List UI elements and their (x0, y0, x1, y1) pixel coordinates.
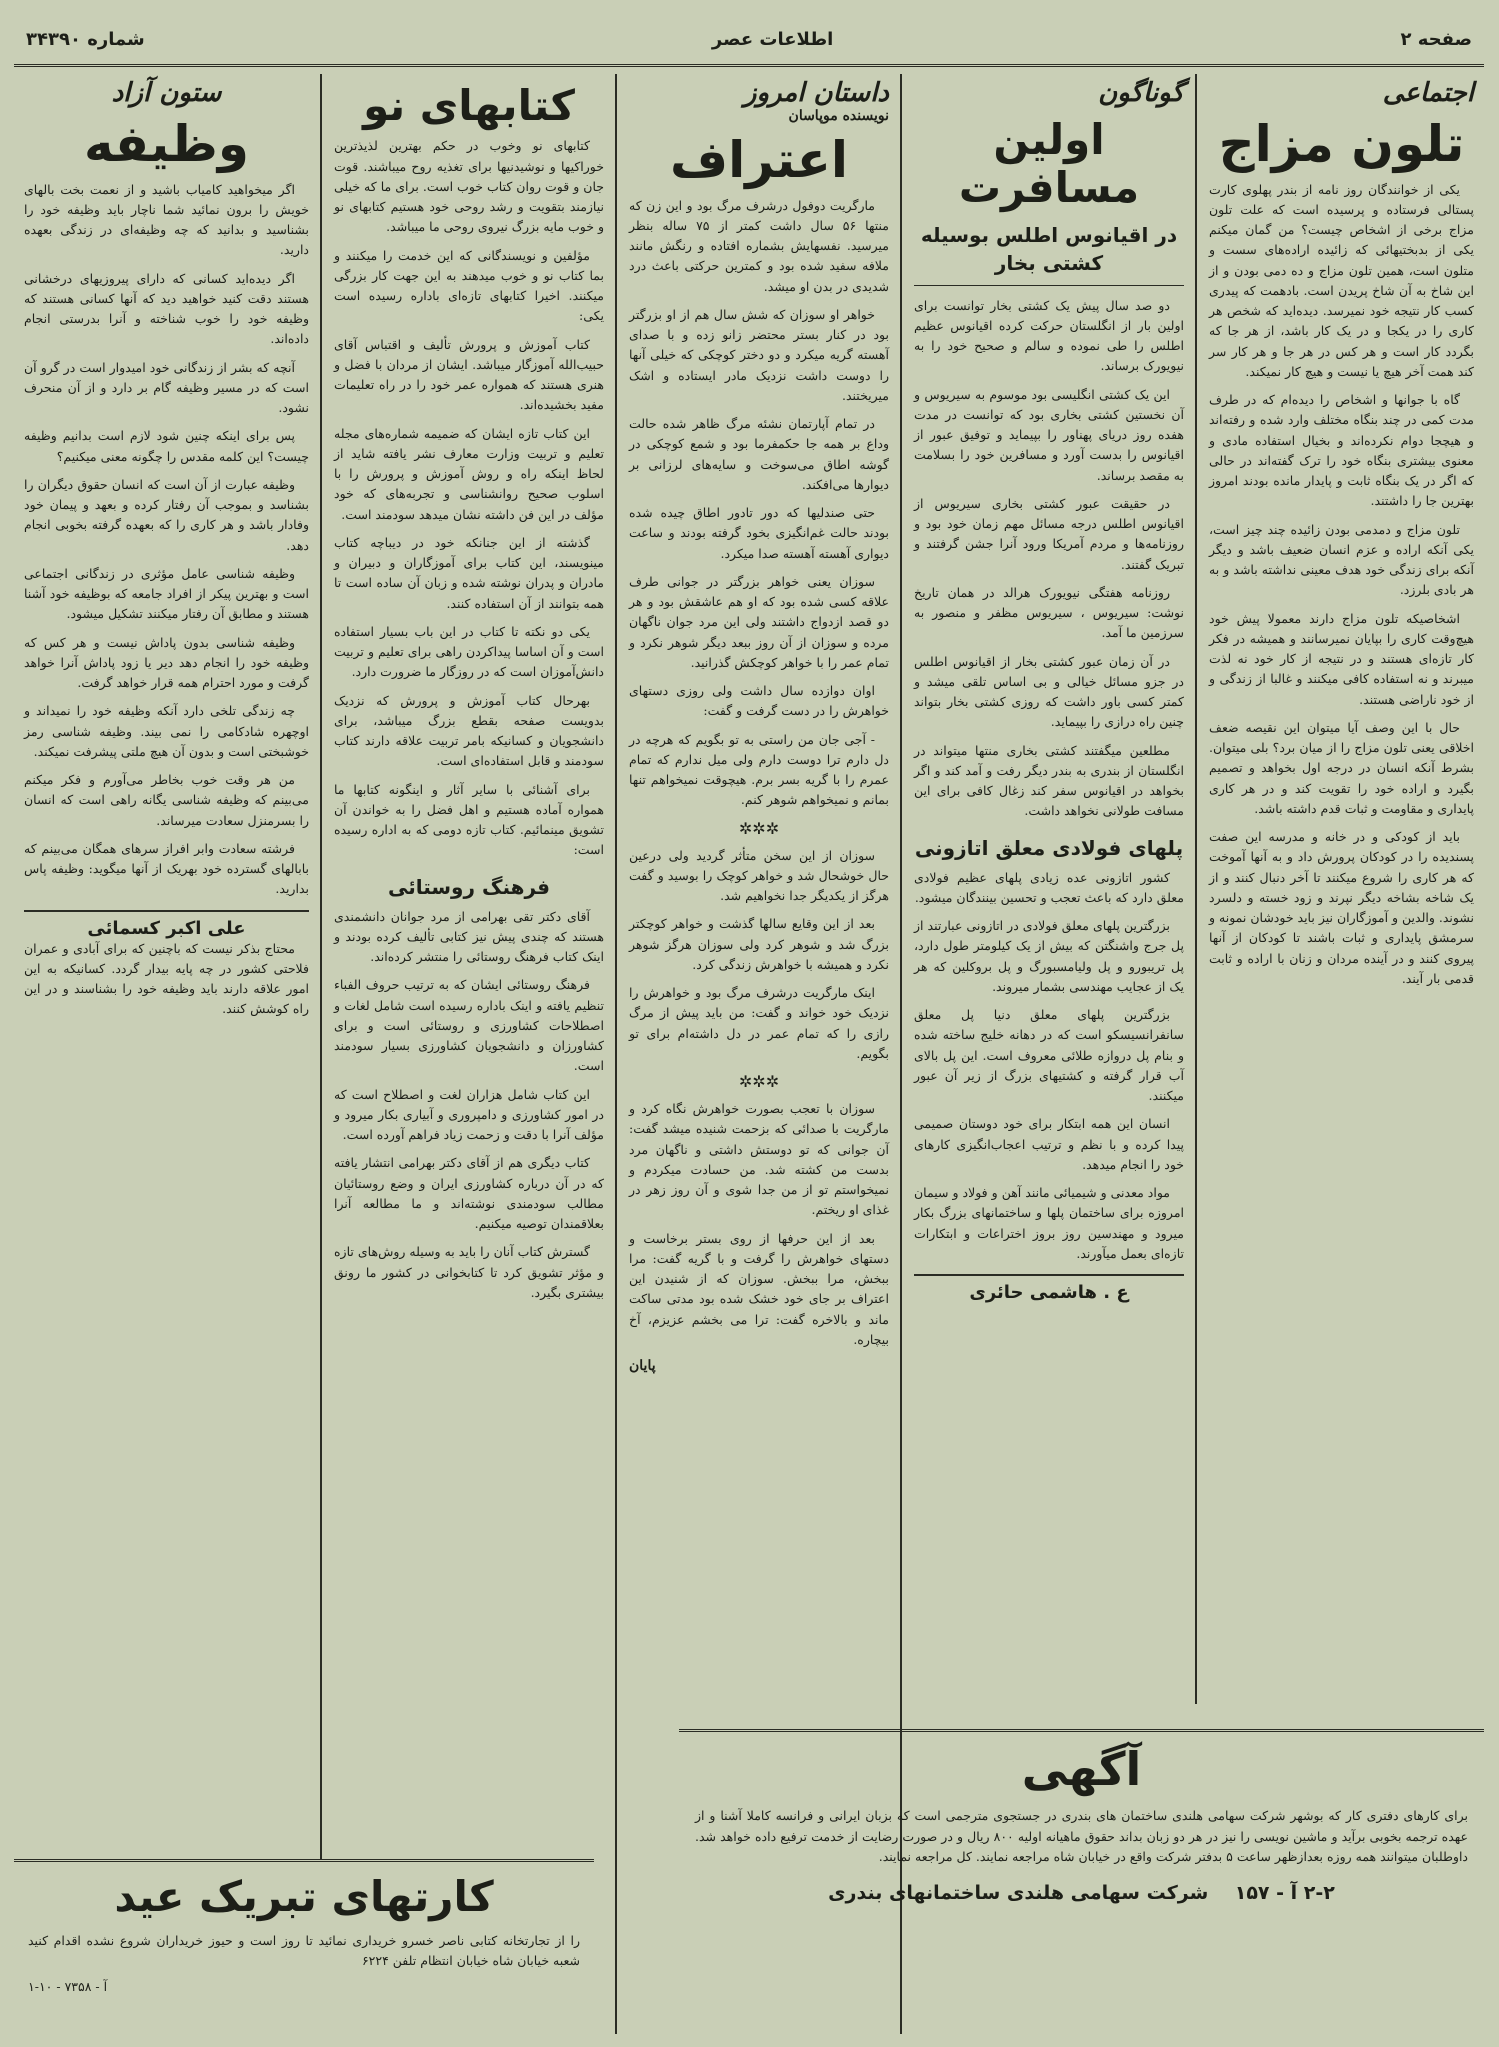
stars-divider: ✲✲✲ (738, 818, 780, 838)
article-paragraph: فرشته سعادت وابر افراز سرهای همگان می‌بینم که بابالهای گسترده خود بهریک از آنها میگوید: وظیفه پاس بدارید. (24, 840, 309, 897)
ad-body: برای کارهای دفتری کار که بوشهر شرکت سهامی هلندی ساختمان های بندری در جستجوی مترجمی است که بزبان ایرانی و فرانسه کاملا آشنا و از عهده ترجمه بخوبی برآید و ماشین نویسی را نیز در هر دو زبان بداند حقوق ماهیانه اولیه ۸۰۰ ریال و در صورت رضایت از خدمت ترفیع داده خواهد شد. داوطلبان میتوانند همه روزه بعدازظهر ساعت ۵ بدفتر شرکت واقع در خیابان شاه مراجعه نمایند. کل مراجعه نمایند. (695, 1808, 1468, 1865)
article-paragraph: وظیفه شناسی بدون پاداش نیست و هر کس که وظیفه خود را انجام دهد دیر یا زود پاداش آنرا خواهد گرفت و مورد احترام همه قرار خواهد گرفت. (24, 634, 309, 690)
article-paragraph: بزرگترین پلهای معلق فولادی در اتازونی عبارتند از پل جرج واشنگتن که بیش از یک کیلومتر طول دارد، پل تریبورو و پل ولیامسبورگ و پل بروکلین که هر یک از عجایب مهندسی بشمار میروند. (914, 918, 1184, 994)
article-paragraph: سوزان یعنی خواهر بزرگتر در جوانی طرف علاقه کسی شده بود که او هم عاشقش بود و هر دو قصد ازدواج داشتند ولی این مرد جوان ناگهان مرده و سوزان از آن روز ببعد دیگر شوهر نکرد و تمام عمر را با خواهر کوچکش گذرانید. (629, 573, 889, 670)
article-kicker: اجتماعی (1382, 78, 1474, 108)
article-paragraph: روزنامه هفتگی نیویورک هرالد در همان تاریخ نوشت: سیریوس ، سیریوس مظفر و منصور به سرزمین ما آمد. (914, 584, 1184, 641)
article-paragraph: اینک مارگریت درشرف مرگ بود و خواهرش را نزدیک خود خواند و گفت: من باید پیش از مرگ رازی را که تمام عمر در دل داشته‌ام برای تو بگویم. (629, 985, 889, 1061)
article-books (324, 74, 614, 1859)
ad-title: آگهی (1021, 1742, 1142, 1796)
article-paragraph: در تمام آپارتمان نشئه مرگ ظاهر شده حالت وداع بر همه جا حکمفرما بود و شمع کوچکی در گوشه اطاق می‌سوخت و سایه‌های لرزانی بر دیوارها می‌افکند. (629, 416, 889, 492)
stars-divider: ✲✲✲ (738, 1072, 780, 1091)
article-paragraph: اوان دوازده سال داشت ولی روزی دستهای خواهرش را در دست گرفت و گفت: (629, 683, 889, 719)
article-paragraph: بعد از این حرفها از روی بستر برخاست و دستهای خواهرش را گرفت و با گریه گفت: مرا ببخش، مرا ببخش. سوزان که از شنیدن این اعتراف بر جای خود خشک شده بود مدتی ساکت ماند و بالاخره گفت: ترا می بخشم عزیزم، آخ بیچاره. (629, 1230, 889, 1347)
section-heading: فرهنگ روستائی (387, 874, 551, 899)
paper-name: اطلاعات عصر (711, 28, 834, 50)
article-paragraph: گسترش کتاب آنان را باید به وسیله روش‌های تازه و مؤثر تشویق کرد تا کتابخوانی در کشور ما رونق بیشتری بگیرد. (334, 1244, 604, 1300)
article-paragraph: سوزان از این سخن متأثر گردید ولی درعین حال خوشحال شد و خواهر کوچک را بوسید و گفت هرگز از یکدیگر جدا نخواهیم شد. (629, 847, 889, 903)
ad-footer (695, 1882, 1468, 1904)
article-paragraph: حال با این وصف آیا میتوان این نقیصه ضعف اخلاقی یعنی تلون مزاج را از میان برد؟ بلی میتوان. بشرط آنکه انسان در درجه اول بخواهد و تصمیم بگیرد و اراده خود را تقویت کند و در هر کاری پایداری و مقاومت و ثبات قدم داشته باشد. (1209, 719, 1474, 816)
article-end: پایان (629, 1358, 656, 1374)
article-headline: وظیفه (84, 115, 249, 173)
article-paragraph: این یک کشتی انگلیسی بود موسوم به سیریوس و آن نخستین کشتی بخاری بود که توانست در مدت هفده روز دریای پهناور را بپیماید و توفیق عبور از اقیانوس را بدست آورد و مسافرین خود را بسلامت به مقصد برساند. (914, 386, 1184, 483)
ad-code: آ - ۷۳۵۸ - ۱۰-۱ (28, 1979, 108, 1994)
article-paragraph: سوزان با تعجب بصورت خواهرش نگاه کرد و مارگریت با صدائی که بزحمت شنیده میشد گفت: آن جوانی که تو دوستش داشتی و ناگهان مرد بدست من کشته شد. من حسادت میکردم و نمیخواستم تو از من جدا شوی و آن روز زهر در غذای او ریختم. (629, 1101, 889, 1218)
article-paragraph: وظیفه عبارت از آن است که انسان حقوق دیگران را بشناسد و بموجب آن رفتار کرده و بعهد و پیمان خود وفادار باشد و هر کاری را که بعهده گرفته بخوبی انجام دهد. (24, 476, 309, 553)
greeting-cards-ad (14, 1859, 594, 2034)
ad-body: را از تجارتخانه کتابی ناصر خسرو خریداری نمائید تا روز است و حیوز خریداران شروع نشده اقدام کنید شعبه خیابان شاه خیابان انتظام تلفن ۶۲۲۴ (28, 1933, 580, 1968)
article-paragraph: پس برای اینکه چنین شود لازم است بدانیم وظیفه چیست؟ این کلمه مقدس را چگونه معنی میکنیم؟ (24, 428, 309, 464)
article-paragraph: محتاج بذکر نیست که باچنین که برای آبادی و عمران فلاحتی کشور در چه پایه بیدار گردد. کسانیکه به این امور علاقه دارند باید وظیفه خود را بشناسند و در این راه کوشش کنند. (24, 940, 309, 1017)
column-rule (615, 74, 617, 2034)
article-paragraph: کتابهای نو وخوب در حکم بهترین لذیذترین خوراکیها و نوشیدنیها برای تغذیه روح میباشند. قوت جان و قوت روان کتاب خوب است. برای ما که خیلی نیازمند بتقویت و رشد روحی خود هستیم کتابهای نو و خوب مایه بزرگ نیروی روحی ما میباشد. (334, 138, 604, 235)
article-paragraph: این کتاب تازه ایشان که ضمیمه شماره‌های مجله تعلیم و تربیت وزارت معارف نشر یافته شاید از لحاظ اینکه راه و روش آموزش و پرورش را با اسلوب صحیح روانشناسی و تجربه‌های که خود مؤلف در این فن داشته نشان میدهد سودمند است. (334, 425, 604, 522)
article-paragraph: دو صد سال پیش یک کشتی بخار توانست برای اولین بار از انگلستان حرکت کرده اقیانوس عظیم اطلس را طی نموده و سالم و صحیح خود را به نیویورک برساند. (914, 297, 1184, 374)
author-signature: ع . هاشمی حائری (914, 1274, 1184, 1303)
article-paragraph: اگر دیده‌اید کسانی که دارای پیروزیهای درخشانی هستند دقت کنید خواهید دید که آنها کسانی هستند که وظیفه خود را خوب شناخته و آنرا بدرستی انجام داده‌اند. (24, 270, 309, 347)
article-travel (904, 74, 1194, 1704)
article-subheading: در اقیانوس اطلس بوسیله کشتی بخار (914, 221, 1184, 286)
article-paragraph: مارگریت دوفول درشرف مرگ بود و این زن که منتها ۵۶ سال داشت کمتر از ۷۵ ساله بنظر میرسید. نفسهایش بشماره افتاده و رنگش مانند ملافه سفید شده بود و کمترین حرکتی باعث درد شدیدی در بدن او میشد. (629, 197, 889, 294)
article-paragraph: حتی صندلیها که دور تادور اطاق چیده شده بودند حالت غم‌انگیزی بخود گرفته بودند و ساعت دیواری آهسته آهسته صدا میکرد. (629, 505, 889, 561)
column-rule (320, 74, 322, 1859)
article-paragraph: آقای دکتر تقی بهرامی از مرد جوانان دانشمندی هستند که چندی پیش نیز کتابی تألیف کرده بودند و اینک کتاب فرهنگ روستائی را منتشر کرده‌اند. (334, 908, 604, 965)
column-rule (1195, 74, 1197, 1704)
page-number: صفحه ۲ (1400, 28, 1472, 50)
ad-title: کارتهای تبریک عید (114, 1872, 494, 1921)
article-paragraph: گذشته از این جنانکه خود در دیباچه کتاب مینویسند، این کتاب برای آموزگاران و دبیران و مادران و پدران نوشته شده و زبان آن ساده است تا همه بتوانند از آن استفاده کنند. (334, 534, 604, 611)
article-kicker: ستون آزاد (111, 78, 222, 108)
article-paragraph: برای آشنائی با سایر آثار و اینگونه کتابها ما همواره آماده هستیم و اهل فضل را به خواندن آن تشویق مینمائیم. کتاب تازه دومی که به اداره رسیده است: (334, 781, 604, 858)
article-kicker: گوناگون (1098, 78, 1184, 108)
article-paragraph: آنچه که بشر از زندگانی خود امیدوار است در گرو آن است که در مسیر وظیفه گام بر دارد و از آن منحرف نشود. (24, 359, 309, 415)
article-author: نویسنده موپاسان (788, 108, 889, 124)
article-paragraph: فرهنگ روستائی ایشان که به ترتیب حروف الفباء تنظیم یافته و اینک باداره رسیده است شامل لغات و اصطلاحات کشاورزی و روستائی است و برای کشاورزان و دانشجویان کشاورزی بسیار سودمند است. (334, 977, 604, 1074)
article-paragraph: بعد از این وقایع سالها گذشت و خواهر کوچکتر بزرگ شد و شوهر کرد ولی سوزان هرگز شوهر نکرد و همیشه با خواهرش زندگی کرد. (629, 916, 889, 972)
article-paragraph: اگر میخواهید کامیاب باشید و از نعمت بخت بالهای خویش را برون نمائید شما ناچار باید وظیفه خود را بشناسید و بدانید که چه وظیفه‌ای در زندگی بعهده دارید. (24, 181, 309, 258)
article-paragraph: خواهر او سوزان که شش سال هم از او بزرگتر بود در کنار بستر محتضر زانو زده و با صدای آهسته گریه میکرد و دو دختر کوچکی که خیلی آنها را دوست داشت نزدیک مادر ایستاده و اشک میریختند. (629, 306, 889, 403)
section-heading: پلهای فولادی معلق اتازونی (914, 835, 1184, 860)
masthead (14, 14, 1484, 67)
article-paragraph: بهرحال کتاب آموزش و پرورش که نزدیک بدویست صفحه بقطع بزرگ میباشد، برای دانشجویان و کسانیکه بامر تربیت علاقه دارند کتاب سودمند و قابل استفاده‌ای است. (334, 692, 604, 769)
ad-code: ۲-۲ آ - ۱۵۷ (1234, 1881, 1335, 1904)
article-headline: تلون مزاج (1218, 115, 1465, 173)
article-paragraph: تلون مزاج و دمدمی بودن زائیده چند چیز است، یکی آنکه اراده و عزم انسان ضعیف باشد و دیگر آنکه برای زندگی خود هدف معینی نداشته باشد و به هر بادی بلرزد. (1209, 521, 1474, 598)
newspaper-page (14, 14, 1484, 2034)
article-headline: اولین مسافرت (958, 115, 1140, 213)
article-paragraph: یکی از خوانندگان روز نامه از بندر پهلوی کارت پستالی فرستاده و پرسیده است که علت تلون مزاج برخی از اشخاص چیست؟ من گمان میکنم یکی از بدبختیهائی که زائیده اراده‌های سست و متلون است، همین تلون مزاج و ده دمی بودن و از این شاخ به آن شاخ پریدن است. بادهمت که پیدری کسب کار نتیجه خود نمیرسد. دیده‌اید که شخص هر کاری را در یکجا و در یک کار باشد، از هر جا که بگردد کار است و هر کس در هر جا و هر کار سر کند همت آخر هیچ یا نیست و هیچ کار نمیکند. (1209, 181, 1474, 379)
article-paragraph: در آن زمان عبور کشتی بخار از اقیانوس اطلس در جزو مسائل خیالی و بی اساس تلقی میشد و کمتر کسی باور داشت که روزی کشتی بخار بتواند چنین راه درازی را بپیماید. (914, 653, 1184, 730)
article-paragraph: چه زندگی تلخی دارد آنکه وظیفه خود را نمیداند و اوچهره شادکامی را نمی بیند. وظیفه شناسی رمز خوشبختی است و بدون آن هیچ ملتی پیشرفت نمیکند. (24, 703, 309, 759)
notice-ad (679, 1729, 1484, 2034)
article-paragraph: اشخاصیکه تلون مزاج دارند معمولا پیش خود هیچ‌وقت کاری را بپایان نمیرسانند و همیشه در فکر کار تازه‌ای هستند و در نتیجه از کار خود نه لذت میبرند و نه استفاده کافی میکنند و غالبا از زندگی و از خود ناراضی هستند. (1209, 610, 1474, 707)
article-paragraph: کتاب دیگری هم از آقای دکتر بهرامی انتشار یافته که در آن درباره کشاورزی ایران و وضع روستائیان مطالب سودمندی نوشته‌اند و ما مطالعه آنرا بعلاقمندان توصیه میکنیم. (334, 1155, 604, 1232)
article-paragraph: گاه با جوانها و اشخاص را دیده‌ام که در طرف مدت کمی در چند بنگاه مختلف وارد شده و رفته‌اند و هیچجا دوام نکرده‌اند و بخیال استفاده مادی و معنوی بیشتری بنگاه خود را ترک گفته‌اند در حالی که اگر در یک بنگاه ثابت و پایدار مانده بودند امروز بهترین جا را داشتند. (1209, 392, 1474, 509)
article-paragraph: مؤلفین و نویسندگانی که این خدمت را میکنند و بما کتاب نو و خوب میدهند به این جهت کار بزرگی میکنند. اخیرا کتابهای تازه‌ای باداره رسیده است یکی: (334, 247, 604, 324)
ad-company: شرکت سهامی هلندی ساختمانهای بندری (828, 1881, 1209, 1904)
article-mood (1199, 74, 1484, 1704)
article-paragraph: کشور اتازونی عده زیادی پلهای عظیم فولادی معلق دارد که باعث تعجب و تحسین بینندگان میشود. (914, 869, 1184, 905)
article-paragraph: کتاب آموزش و پرورش تألیف و اقتباس آقای حبیب‌الله آموزگار میباشد. ایشان از مردان با فضل و هنری هستند که همواره عمر خود را در راه تعلیمات مفید بخشیده‌اند. (334, 336, 604, 413)
article-paragraph: در حقیقت عبور کشتی بخاری سیریوس از اقیانوس اطلس درجه مسائل مهم زمان خود بود و روزنامه‌ها و مردم آمریکا ورود آنرا جشن گرفتند و تبریک گفتند. (914, 495, 1184, 572)
article-headline: اعتراف (669, 131, 849, 189)
article-paragraph: من هر وقت خوب بخاطر می‌آورم و فکر میکنم می‌بینم که وظیفه شناسی یگانه راهی است که انسان را بسرمنزل سعادت میرساند. (24, 772, 309, 828)
article-paragraph: وظیفه شناسی عامل مؤثری در زندگانی اجتماعی است و بهترین پیکر از افراد جامعه که بوظیفه خود آشنا هستند و مطابق آن رفتار میکنند تشکیل میشود. (24, 565, 309, 622)
article-paragraph: این کتاب شامل هزاران لغت و اصطلاح است که در امور کشاورزی و دامپروری و آبیاری بکار میرود و مؤلف آنرا با دقت و زحمت زیاد فراهم آورده است. (334, 1086, 604, 1143)
issue-number: شماره ۳۴۳۹۰ (26, 28, 145, 50)
article-paragraph: - آجی جان من راستی به تو بگویم که هرچه در دل دارم ترا دوست دارم ولی میل ندارم که تمام عمرم را با گریه بسر برم. هیچوقت نمیخواهم تنها بمانم و نمیخواهم شوهر کنم. (629, 731, 889, 808)
article-paragraph: مواد معدنی و شیمیائی مانند آهن و فولاد و سیمان امروزه برای ساختمان پلها و ساختمانهای بزرگ بکار میرود و مهندسین روز بروز اختراعات و ابتکارات تازه‌ای بعمل میآورند. (914, 1185, 1184, 1261)
article-paragraph: انسان این همه ابتکار برای خود دوستان صمیمی پیدا کرده و با نظم و ترتیب اعجاب‌انگیزی کارهای خود را انجام میدهد. (914, 1116, 1184, 1172)
article-paragraph: مطلعین میگفتند کشتی بخاری منتها میتواند در انگلستان از بندری به بندر دیگر رفت و آمد کند و اگر بخواهد در اقیانوس سفر کند زغال کافی برای این مسافت طولانی نخواهد داشت. (914, 742, 1184, 819)
article-duty (14, 74, 319, 1859)
article-headline: کتابهای نو (363, 81, 575, 130)
article-paragraph: یکی دو نکته تا کتاب در این باب بسیار استفاده است و آن اساسا پیداکردن راهی برای تعلیم و تربیت دانش‌آموزان است که در روزگار ما ضرورت دارد. (334, 623, 604, 680)
article-paragraph: باید از کودکی و در خانه و مدرسه این صفت پسندیده را در کودکان پرورش داد و به آنها آموخت که هر کاری را شروع میکنند تا آخر دنبال کنند و از یک شاخه بشاخه دیگر نپرند و زود خسته و دلسرد نشوند. والدین و آموزگاران نیز باید خودشان نمونه و سرمشق پایداری و ثبات باشند تا کودکان از آنها پیروی کنند و در آینده مردان و زنان با اراده و ثابت قدمی بار آیند. (1209, 829, 1474, 986)
author-signature: علی اکبر کسمائی (24, 910, 309, 939)
article-paragraph: بزرگترین پلهای معلق دنیا پل معلق سانفرانسیسکو است که در دهانه خلیج ساخته شده و بنام پل دروازه طلائی معروف است. این پل بالای آب قرار گرفته و کشتیهای بزرگ از زیر آن عبور میکنند. (914, 1007, 1184, 1104)
article-kicker: داستان امروز (743, 78, 889, 108)
